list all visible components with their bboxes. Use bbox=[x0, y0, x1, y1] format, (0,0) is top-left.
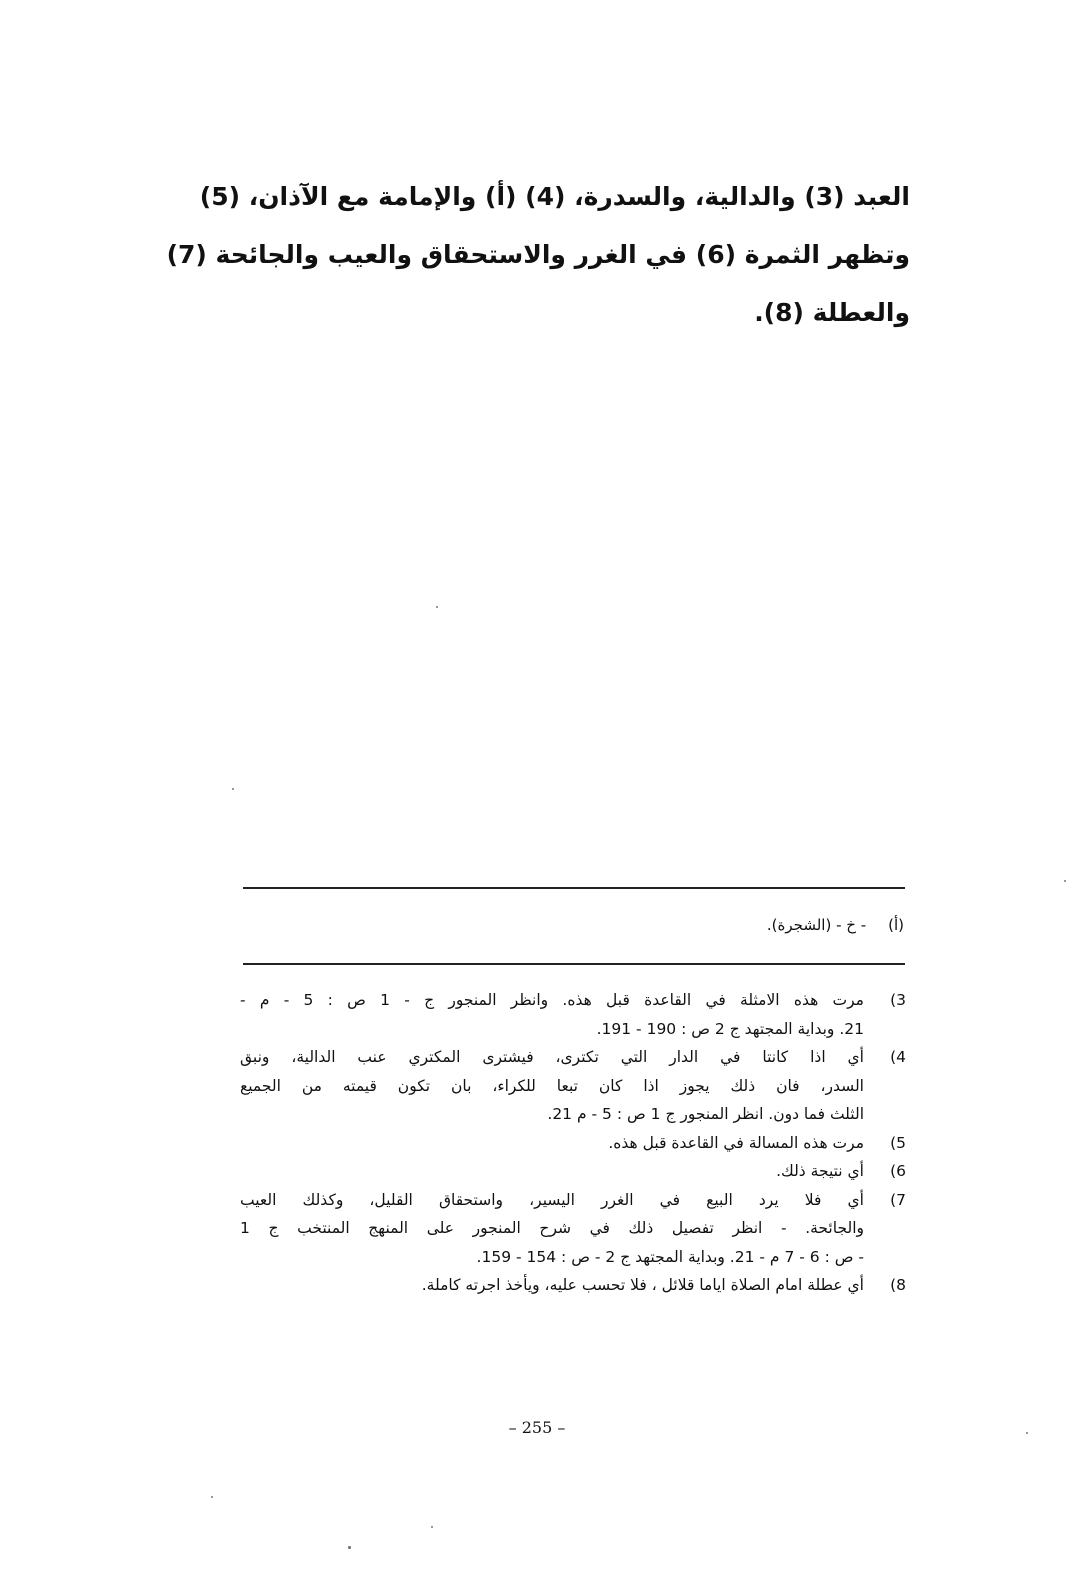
scan-speck bbox=[1064, 880, 1066, 882]
variant-note-marker: (أ) bbox=[888, 916, 904, 934]
footnote-number: (8 bbox=[890, 1276, 906, 1294]
footnote-line: الثلث فما دون. انظر المنجور ج 1 ص : 5 - م 21. bbox=[547, 1105, 864, 1123]
footnote-8 bbox=[240, 1271, 906, 1300]
footnote-separator-top bbox=[243, 887, 905, 889]
footnote-body bbox=[240, 1157, 864, 1186]
scan-speck bbox=[431, 1526, 433, 1528]
footnote-body bbox=[240, 1271, 864, 1300]
page-number: – 255 – bbox=[508, 1418, 566, 1437]
scan-speck bbox=[232, 788, 234, 790]
footnote-line: أي فلا يرد البيع في الغرر اليسير، واستحقاق القليل، وكذلك العيب bbox=[240, 1190, 864, 1209]
footnote-line: أي عطلة امام الصلاة اياما قلائل ، فلا تحسب عليه، ويأخذ اجرته كاملة. bbox=[421, 1276, 864, 1294]
footnote-line: والجائحة. - انظر تفصيل ذلك في شرح المنجور على المنهج المنتخب ج 1 bbox=[240, 1219, 864, 1237]
footnote-number: (5 bbox=[890, 1133, 906, 1152]
footnote-number: (6 bbox=[890, 1162, 906, 1180]
main-text-block bbox=[166, 168, 910, 342]
footnote-line: 21. وبداية المجتهد ج 2 ص : 190 - 191. bbox=[596, 1019, 864, 1038]
scan-speck bbox=[1026, 1432, 1028, 1434]
footnote-4 bbox=[240, 1043, 906, 1129]
main-text-line: وتظهر الثمرة (6) في الغرر والاستحقاق والعيب والجائحة (7) bbox=[166, 240, 910, 269]
footnote-body bbox=[240, 1043, 864, 1129]
footnote-7 bbox=[240, 1186, 906, 1272]
footnote-6 bbox=[240, 1157, 906, 1186]
footnote-body bbox=[240, 986, 864, 1043]
main-text-line: والعطلة (8). bbox=[754, 298, 910, 327]
footnote-separator-bottom bbox=[243, 963, 905, 965]
footnote-body bbox=[240, 1186, 864, 1272]
footnote-line: أي اذا كانتا في الدار التي تكترى، فيشترى المكتري عنب الدالية، ونبق bbox=[240, 1048, 864, 1066]
variant-note-text: - خ - (الشجرة). bbox=[766, 916, 867, 934]
scan-speck bbox=[436, 606, 438, 608]
scan-speck bbox=[348, 1546, 351, 1549]
footnote-number: (7 bbox=[890, 1190, 906, 1209]
footnote-line: - ص : 6 - 7 م - 21. وبداية المجتهد ج 2 - ص : 154 - 159. bbox=[476, 1247, 864, 1266]
footnote-3 bbox=[240, 986, 906, 1043]
scan-speck bbox=[211, 1496, 213, 1498]
footnote-number: (3 bbox=[890, 991, 906, 1009]
footnote-line: مرت هذه الامثلة في القاعدة قبل هذه. وانظر المنجور ج - 1 ص : 5 - م - bbox=[240, 991, 864, 1009]
footnote-line: أي نتيجة ذلك. bbox=[776, 1162, 864, 1180]
footnote-line: مرت هذه المسالة في القاعدة قبل هذه. bbox=[608, 1133, 864, 1152]
variant-note bbox=[767, 916, 904, 934]
footnote-body bbox=[240, 1129, 864, 1158]
footnotes-list bbox=[240, 986, 906, 1300]
main-text-line: العبد (3) والدالية، والسدرة، (4) (أ) والإمامة مع الآذان، (5) bbox=[199, 182, 910, 211]
footnote-line: السدر، فان ذلك يجوز اذا كان تبعا للكراء، بان تكون قيمته من الجميع bbox=[240, 1076, 864, 1095]
footnote-5 bbox=[240, 1129, 906, 1158]
footnote-number: (4 bbox=[890, 1048, 906, 1066]
